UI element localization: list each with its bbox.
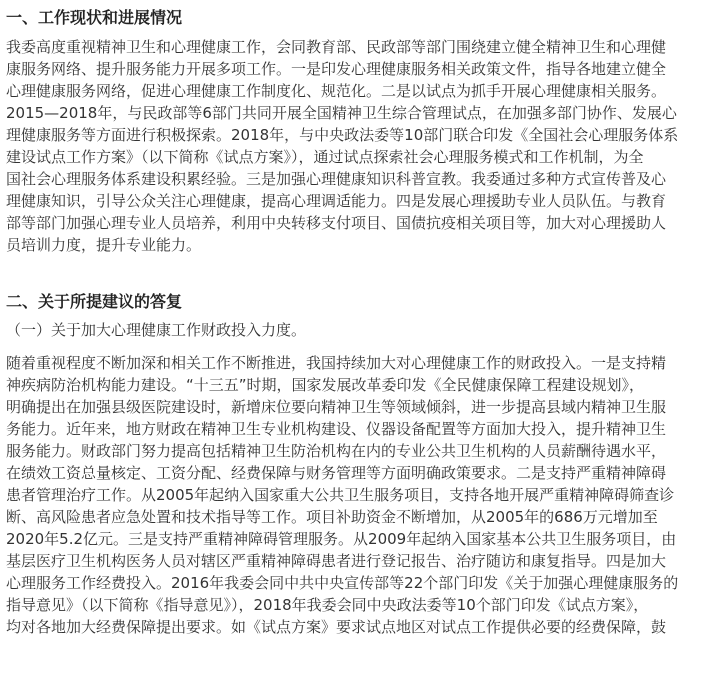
text-line: 断、高风险患者应急处置和技术指导等工作。项目补助资金不断增加，从2005年的686万元增加至 bbox=[6, 508, 658, 526]
subheading-text: （一）关于加大心理健康工作财政投入力度。 bbox=[6, 321, 307, 339]
text-line: 建设试点工作方案》（以下简称《试点方案》），通过试点探索社会心理服务模式和工作机制，为全 bbox=[6, 148, 644, 166]
text-line: 国社会心理服务体系建设积累经验。三是加强心理健康知识科普宣教。我委通过多种方式宣传普及心 bbox=[6, 170, 667, 188]
text-line: 务能力。近年来，地方财政在精神卫生专业机构建设、仪器设备配置等方面加大投入，提升精神卫生 bbox=[6, 420, 667, 438]
subheading-financial-investment bbox=[6, 319, 306, 341]
text-line: 指导意见》（以下简称《指导意见》），2018年我委会同中央政法委等10个部门印发《试点方案》， bbox=[6, 596, 649, 614]
text-line: 心理服务工作经费投入。2016年我委会同中共中央宣传部等22个部门印发《关于加强心理健康服务的 bbox=[6, 574, 679, 592]
text-line: 我委高度重视精神卫生和心理健康工作，会同教育部、民政部等部门围绕建立健全精神卫生和心理健 bbox=[6, 38, 667, 56]
text-line: 理健康知识，引导公众关注心理健康，提高心理调适能力。四是发展心理援助专业人员队伍。与教育 bbox=[6, 192, 667, 210]
text-line: 理健康服务等方面进行积极探索。2018年，与中央政法委等10部门联合印发《全国社会心理服务体系 bbox=[6, 126, 679, 144]
reply-paragraph bbox=[6, 352, 678, 638]
text-line: 员培训力度，提升专业能力。 bbox=[6, 236, 202, 254]
section-heading-reply: 二、关于所提建议的答复 bbox=[6, 292, 183, 311]
text-line: 基层医疗卫生机构医务人员对辖区严重精神障碍患者进行登记报告、治疗随访和康复指导。四是加大 bbox=[6, 552, 667, 570]
text-line: 部等部门加强心理专业人员培养，利用中央转移支付项目、国债抗疫相关项目等，加大对心理援助人 bbox=[6, 214, 667, 232]
text-line: 均对各地加大经费保障提出要求。如《试点方案》要求试点地区对试点工作提供必要的经费保障，鼓 bbox=[6, 618, 667, 636]
status-paragraph bbox=[6, 36, 678, 256]
text-line: 患者管理治疗工作。从2005年起纳入国家重大公共卫生服务项目，支持各地开展严重精神障碍筛查诊 bbox=[6, 486, 675, 504]
text-line: 在绩效工资总量核定、工资分配、经费保障与财务管理等方面明确政策要求。二是支持严重精神障碍 bbox=[6, 464, 667, 482]
text-line: 心理健康服务网络，促进心理健康工作制度化、规范化。二是以试点为抓手开展心理健康相关服务。 bbox=[6, 82, 667, 100]
text-line: 2015—2018年，与民政部等6部门共同开展全国精神卫生综合管理试点，在加强多部门协作、发展心 bbox=[6, 104, 677, 122]
section-heading-status: 一、工作现状和进展情况 bbox=[6, 8, 183, 27]
text-line: 神疾病防治机构能力建设。“十三五”时期，国家发展改革委印发《全民健康保障工程建设规划》， bbox=[6, 376, 645, 394]
text-line: 服务能力。财政部门努力提高包括精神卫生防治机构在内的专业公共卫生机构的人员薪酬待遇水平， bbox=[6, 442, 667, 460]
text-line: 明确提出在加强县级医院建设时，新增床位要向精神卫生等领域倾斜，进一步提高县域内精神卫生服 bbox=[6, 398, 667, 416]
text-line: 2020年5.2亿元。三是支持严重精神障碍管理服务。从2009年起纳入国家基本公共卫生服务项目，由 bbox=[6, 530, 677, 548]
text-line: 随着重视程度不断加深和相关工作不断推进，我国持续加大对心理健康工作的财政投入。一是支持精 bbox=[6, 354, 667, 372]
text-line: 康服务网络、提升服务能力开展多项工作。一是印发心理健康服务相关政策文件，指导各地建立健全 bbox=[6, 60, 667, 78]
